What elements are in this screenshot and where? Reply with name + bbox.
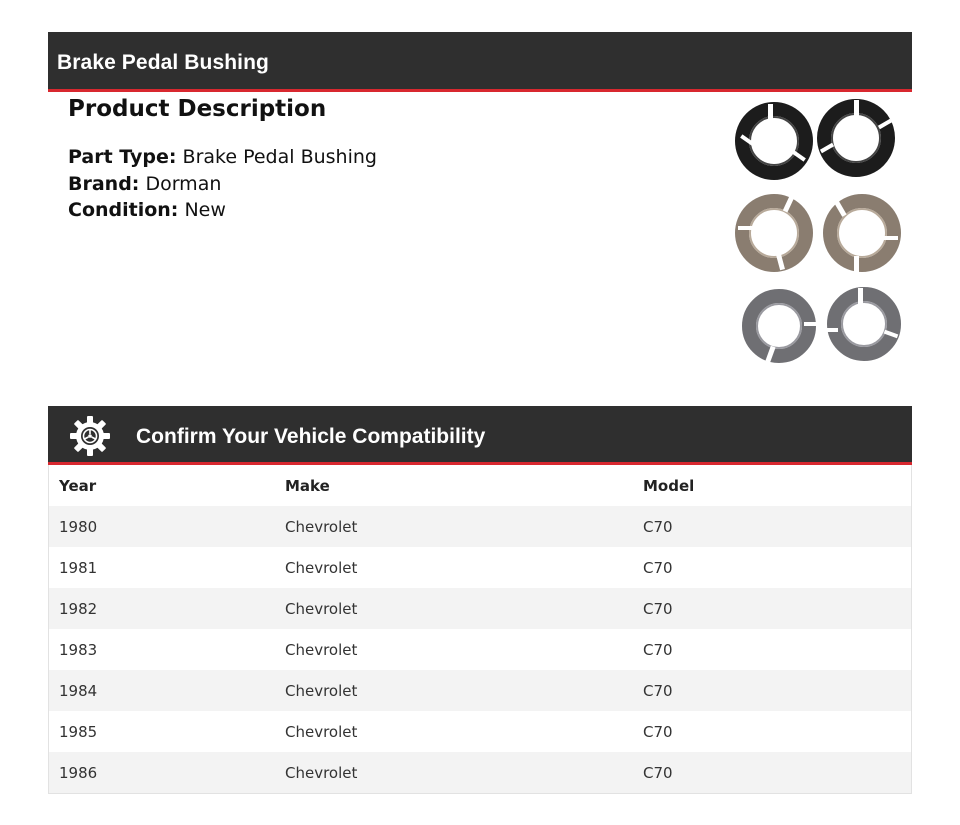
column-header-model: Model (643, 476, 695, 495)
spec-part-type: Part Type: Brake Pedal Bushing (68, 146, 377, 168)
cell-model: C70 (643, 722, 673, 741)
table-row (49, 629, 912, 670)
column-header-year: Year (59, 476, 97, 495)
description-heading: Product Description (68, 96, 327, 122)
table-row (49, 506, 912, 547)
table-row (49, 547, 912, 588)
bushing-black-right (820, 100, 892, 170)
spec-list (68, 144, 377, 224)
compatibility-title: Confirm Your Vehicle Compatibility (136, 425, 486, 448)
bushing-bronze-right (830, 201, 898, 272)
table-row (49, 588, 912, 629)
compatibility-table (48, 465, 912, 794)
column-header-make: Make (285, 476, 330, 495)
cell-make: Chevrolet (285, 599, 358, 618)
cell-model: C70 (643, 640, 673, 659)
compatibility-bar (48, 406, 912, 465)
product-description (68, 96, 377, 224)
table-row (49, 670, 912, 711)
table-row (49, 711, 912, 752)
table-row (49, 752, 912, 794)
cell-make: Chevrolet (285, 640, 358, 659)
cell-make: Chevrolet (285, 681, 358, 700)
cell-year: 1980 (59, 517, 98, 536)
cell-model: C70 (643, 558, 673, 577)
bushing-grey-left (749, 296, 818, 363)
cell-make: Chevrolet (285, 558, 358, 577)
spec-condition: Condition: New (68, 199, 226, 221)
cell-year: 1985 (59, 722, 98, 741)
spec-brand: Brand: Dorman (68, 172, 222, 195)
bushing-grey-right (824, 288, 898, 354)
page-title: Brake Pedal Bushing (57, 51, 269, 74)
cell-year: 1984 (59, 681, 98, 700)
title-bar (48, 32, 912, 92)
cell-model: C70 (643, 681, 673, 700)
cell-make: Chevrolet (285, 517, 358, 536)
gear-car-icon (68, 414, 112, 458)
bushing-black-left (740, 104, 806, 173)
cell-year: 1981 (59, 558, 98, 577)
cell-model: C70 (643, 599, 673, 618)
cell-year: 1983 (59, 640, 98, 659)
cell-model: C70 (643, 763, 673, 782)
product-image (728, 96, 908, 370)
cell-make: Chevrolet (285, 722, 358, 741)
table-header-row (49, 465, 912, 506)
cell-make: Chevrolet (285, 763, 358, 782)
cell-year: 1982 (59, 599, 98, 618)
bushing-bronze-left (738, 196, 806, 270)
cell-model: C70 (643, 517, 673, 536)
cell-year: 1986 (59, 763, 98, 782)
